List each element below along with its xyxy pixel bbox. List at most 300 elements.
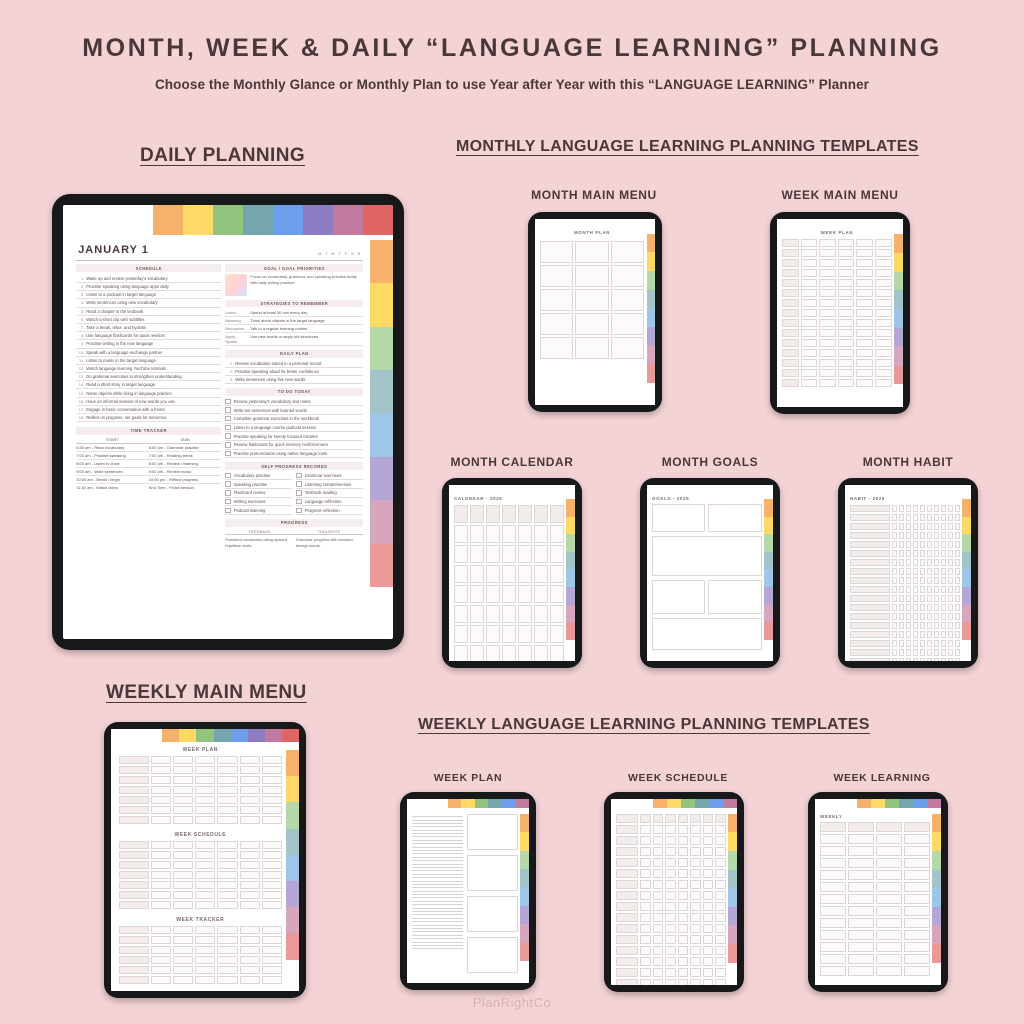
goals-notes-box[interactable] bbox=[652, 536, 762, 576]
grid-cell[interactable] bbox=[782, 279, 799, 287]
grid-cell[interactable] bbox=[913, 622, 918, 629]
grid-cell[interactable] bbox=[876, 870, 902, 880]
grid-cell[interactable] bbox=[892, 505, 897, 512]
grid-cell[interactable] bbox=[665, 968, 676, 977]
grid-cell[interactable] bbox=[550, 545, 564, 563]
table-row[interactable]: 7:00 am - Practise speaking 7:00 pm - Reading break bbox=[76, 452, 221, 460]
list-item[interactable]: Write ten sentences with learned words bbox=[225, 406, 363, 415]
grid-cell[interactable] bbox=[550, 525, 564, 543]
grid-cell[interactable] bbox=[904, 882, 930, 892]
grid-cell[interactable] bbox=[715, 946, 726, 955]
grid-cell[interactable] bbox=[518, 525, 532, 543]
list-item[interactable]: 2 Practise speaking using language apps daily bbox=[76, 283, 221, 291]
grid-cell[interactable] bbox=[920, 640, 925, 647]
grid-cell[interactable] bbox=[240, 946, 260, 954]
week-plan-box[interactable] bbox=[467, 896, 518, 932]
grid-cell[interactable] bbox=[850, 532, 890, 539]
grid-cell[interactable] bbox=[470, 505, 484, 523]
grid-cell[interactable] bbox=[904, 858, 930, 868]
grid-cell[interactable] bbox=[801, 359, 818, 367]
grid-cell[interactable] bbox=[616, 946, 638, 955]
grid-cell[interactable] bbox=[913, 505, 918, 512]
grid-cell[interactable] bbox=[955, 523, 960, 530]
grid-cell[interactable] bbox=[856, 309, 873, 317]
grid-cell[interactable] bbox=[262, 891, 282, 899]
grid-cell[interactable] bbox=[640, 880, 651, 889]
side-tabs[interactable] bbox=[520, 814, 529, 961]
month-main-menu-screen[interactable] bbox=[535, 219, 655, 405]
grid-cell[interactable] bbox=[819, 369, 836, 377]
grid-cell[interactable] bbox=[195, 786, 215, 794]
grid-cell[interactable] bbox=[782, 269, 799, 277]
grid-cell[interactable] bbox=[875, 319, 892, 327]
list-item[interactable]: Apply Syntax Use new words or apply old structures bbox=[225, 333, 363, 346]
grid-cell[interactable] bbox=[927, 550, 932, 557]
grid-cell[interactable] bbox=[920, 577, 925, 584]
grid-cell[interactable] bbox=[665, 825, 676, 834]
grid-cell[interactable] bbox=[927, 658, 932, 661]
grid-cell[interactable] bbox=[875, 369, 892, 377]
grid-cell[interactable] bbox=[904, 942, 930, 952]
grid-cell[interactable] bbox=[703, 825, 714, 834]
list-item[interactable]: 8 Use language flashcards for quick revision bbox=[76, 332, 221, 340]
side-tabs[interactable] bbox=[647, 234, 655, 383]
grid-cell[interactable] bbox=[850, 523, 890, 530]
grid-cell[interactable] bbox=[518, 545, 532, 563]
grid-cell[interactable] bbox=[502, 605, 516, 623]
grid-cell[interactable] bbox=[801, 289, 818, 297]
tablet-month-main-menu[interactable] bbox=[528, 212, 662, 412]
grid-cell[interactable] bbox=[195, 861, 215, 869]
grid-cell[interactable] bbox=[640, 968, 651, 977]
grid-cell[interactable] bbox=[502, 585, 516, 603]
grid-cell[interactable] bbox=[703, 924, 714, 933]
grid-cell[interactable] bbox=[454, 545, 468, 563]
grid-cell[interactable] bbox=[518, 625, 532, 643]
top-menu-bar[interactable] bbox=[611, 799, 737, 808]
week-main-menu-screen[interactable] bbox=[777, 219, 903, 407]
grid-cell[interactable] bbox=[715, 825, 726, 834]
checkbox[interactable] bbox=[225, 425, 231, 431]
month-habit-screen[interactable] bbox=[845, 485, 971, 661]
grid-cell[interactable] bbox=[262, 841, 282, 849]
grid-cell[interactable] bbox=[856, 269, 873, 277]
list-item[interactable]: Review flashcards for quick memory reinforcement bbox=[225, 441, 363, 450]
week-plan-right[interactable] bbox=[467, 814, 518, 976]
list-item[interactable]: 16 Have an informal session of new words you use bbox=[76, 398, 221, 406]
month-goals-screen[interactable] bbox=[647, 485, 773, 661]
grid-cell[interactable] bbox=[934, 595, 939, 602]
grid-cell[interactable] bbox=[920, 604, 925, 611]
grid-cell[interactable] bbox=[920, 505, 925, 512]
grid-cell[interactable] bbox=[934, 658, 939, 661]
grid-cell[interactable] bbox=[899, 595, 904, 602]
side-tabs[interactable] bbox=[894, 234, 903, 384]
grid-cell[interactable] bbox=[653, 847, 664, 856]
list-item[interactable]: Grammar exercises bbox=[296, 472, 363, 481]
grid-cell[interactable] bbox=[819, 249, 836, 257]
grid-cell[interactable] bbox=[703, 847, 714, 856]
checkbox[interactable] bbox=[296, 490, 302, 496]
grid-cell[interactable] bbox=[151, 806, 171, 814]
grid-cell[interactable] bbox=[665, 913, 676, 922]
grid-cell[interactable] bbox=[703, 902, 714, 911]
grid-cell[interactable] bbox=[848, 882, 874, 892]
grid-cell[interactable] bbox=[892, 658, 897, 661]
grid-cell[interactable] bbox=[240, 796, 260, 804]
grid-cell[interactable] bbox=[856, 289, 873, 297]
grid-cell[interactable] bbox=[927, 631, 932, 638]
grid-cell[interactable] bbox=[690, 957, 701, 966]
grid-cell[interactable] bbox=[518, 585, 532, 603]
grid-cell[interactable] bbox=[703, 814, 714, 823]
list-item[interactable]: 3 Write sentences using five new words bbox=[225, 376, 363, 384]
grid-cell[interactable] bbox=[913, 613, 918, 620]
grid-cell[interactable] bbox=[217, 871, 237, 879]
grid-cell[interactable] bbox=[690, 979, 701, 985]
side-tabs[interactable] bbox=[764, 499, 773, 640]
grid-cell[interactable] bbox=[941, 604, 946, 611]
grid-cell[interactable] bbox=[575, 337, 608, 359]
grid-cell[interactable] bbox=[173, 786, 193, 794]
grid-cell[interactable] bbox=[262, 881, 282, 889]
week-learning-screen[interactable] bbox=[815, 799, 941, 985]
grid-cell[interactable] bbox=[948, 604, 953, 611]
list-item[interactable]: Meaning Think about objects in the target language bbox=[225, 317, 363, 325]
grid-cell[interactable] bbox=[534, 525, 548, 543]
checkbox[interactable] bbox=[225, 433, 231, 439]
grid-cell[interactable] bbox=[927, 505, 932, 512]
grid-cell[interactable] bbox=[819, 299, 836, 307]
grid-cell[interactable] bbox=[119, 861, 149, 869]
grid-cell[interactable] bbox=[801, 279, 818, 287]
grid-cell[interactable] bbox=[819, 339, 836, 347]
grid-cell[interactable] bbox=[575, 265, 608, 287]
grid-cell[interactable] bbox=[173, 796, 193, 804]
grid-cell[interactable] bbox=[454, 605, 468, 623]
grid-cell[interactable] bbox=[653, 946, 664, 955]
grid-cell[interactable] bbox=[195, 901, 215, 909]
grid-cell[interactable] bbox=[678, 957, 689, 966]
grid-cell[interactable] bbox=[904, 906, 930, 916]
list-item[interactable]: 9 Practise writing in the new language bbox=[76, 340, 221, 348]
grid-cell[interactable] bbox=[540, 241, 573, 263]
grid-cell[interactable] bbox=[240, 881, 260, 889]
grid-cell[interactable] bbox=[875, 259, 892, 267]
list-item[interactable]: 15 Name objects while living in language practice bbox=[76, 389, 221, 397]
grid-cell[interactable] bbox=[920, 631, 925, 638]
grid-cell[interactable] bbox=[262, 926, 282, 934]
grid-cell[interactable] bbox=[665, 847, 676, 856]
grid-cell[interactable] bbox=[955, 595, 960, 602]
grid-cell[interactable] bbox=[875, 359, 892, 367]
grid-cell[interactable] bbox=[195, 766, 215, 774]
grid-cell[interactable] bbox=[715, 902, 726, 911]
list-item[interactable]: Listen to a language course podcast session bbox=[225, 424, 363, 433]
grid-cell[interactable] bbox=[820, 882, 846, 892]
grid-cell[interactable] bbox=[801, 339, 818, 347]
grid-cell[interactable] bbox=[690, 913, 701, 922]
grid-cell[interactable] bbox=[119, 891, 149, 899]
grid-cell[interactable] bbox=[217, 786, 237, 794]
grid-cell[interactable] bbox=[486, 505, 500, 523]
grid-cell[interactable] bbox=[892, 541, 897, 548]
daily-weekday-strip[interactable]: M T W T F S S bbox=[318, 251, 361, 257]
grid-cell[interactable] bbox=[611, 241, 644, 263]
grid-cell[interactable] bbox=[934, 604, 939, 611]
grid-cell[interactable] bbox=[904, 870, 930, 880]
week-plan-screen[interactable] bbox=[407, 799, 529, 983]
grid-cell[interactable] bbox=[502, 505, 516, 523]
grid-cell[interactable] bbox=[856, 239, 873, 247]
grid-cell[interactable] bbox=[801, 249, 818, 257]
grid-cell[interactable] bbox=[934, 649, 939, 656]
checkbox[interactable] bbox=[296, 499, 302, 505]
grid-cell[interactable] bbox=[262, 756, 282, 764]
side-tabs[interactable] bbox=[566, 499, 575, 640]
grid-cell[interactable] bbox=[838, 279, 855, 287]
grid-cell[interactable] bbox=[876, 954, 902, 964]
grid-cell[interactable] bbox=[848, 966, 874, 976]
grid-cell[interactable] bbox=[151, 881, 171, 889]
grid-cell[interactable] bbox=[955, 622, 960, 629]
grid-cell[interactable] bbox=[934, 586, 939, 593]
grid-cell[interactable] bbox=[906, 631, 911, 638]
grid-cell[interactable] bbox=[616, 836, 638, 845]
grid-cell[interactable] bbox=[640, 836, 651, 845]
grid-cell[interactable] bbox=[955, 658, 960, 661]
goals-box[interactable] bbox=[708, 580, 761, 614]
grid-cell[interactable] bbox=[941, 541, 946, 548]
grid-cell[interactable] bbox=[217, 816, 237, 824]
list-item[interactable]: Textbook reading bbox=[296, 489, 363, 498]
grid-cell[interactable] bbox=[119, 936, 149, 944]
grid-cell[interactable] bbox=[850, 622, 890, 629]
grid-cell[interactable] bbox=[640, 935, 651, 944]
grid-cell[interactable] bbox=[838, 349, 855, 357]
grid-cell[interactable] bbox=[856, 279, 873, 287]
grid-cell[interactable] bbox=[195, 806, 215, 814]
grid-cell[interactable] bbox=[927, 523, 932, 530]
grid-cell[interactable] bbox=[715, 913, 726, 922]
side-tabs[interactable] bbox=[728, 814, 737, 963]
grid-cell[interactable] bbox=[119, 816, 149, 824]
grid-cell[interactable] bbox=[876, 930, 902, 940]
grid-cell[interactable] bbox=[899, 640, 904, 647]
grid-cell[interactable] bbox=[848, 822, 874, 832]
grid-cell[interactable] bbox=[665, 902, 676, 911]
month-menu-grid[interactable] bbox=[540, 241, 644, 359]
grid-cell[interactable] bbox=[904, 834, 930, 844]
grid-cell[interactable] bbox=[665, 924, 676, 933]
grid-cell[interactable] bbox=[875, 279, 892, 287]
grid-cell[interactable] bbox=[934, 640, 939, 647]
grid-cell[interactable] bbox=[486, 645, 500, 661]
grid-cell[interactable] bbox=[550, 605, 564, 623]
grid-cell[interactable] bbox=[616, 869, 638, 878]
list-item[interactable]: Writing exercises bbox=[225, 498, 292, 507]
grid-cell[interactable] bbox=[715, 880, 726, 889]
grid-cell[interactable] bbox=[240, 926, 260, 934]
checkbox[interactable] bbox=[225, 442, 231, 448]
grid-cell[interactable] bbox=[875, 249, 892, 257]
grid-cell[interactable] bbox=[173, 776, 193, 784]
grid-cell[interactable] bbox=[850, 550, 890, 557]
grid-cell[interactable] bbox=[486, 545, 500, 563]
grid-cell[interactable] bbox=[678, 935, 689, 944]
grid-cell[interactable] bbox=[173, 841, 193, 849]
grid-cell[interactable] bbox=[195, 756, 215, 764]
list-item[interactable]: 11 Listen to music in the target language bbox=[76, 357, 221, 365]
grid-cell[interactable] bbox=[690, 814, 701, 823]
grid-cell[interactable] bbox=[540, 265, 573, 287]
grid-cell[interactable] bbox=[678, 836, 689, 845]
schedule-grid[interactable] bbox=[616, 814, 726, 985]
grid-cell[interactable] bbox=[151, 766, 171, 774]
grid-cell[interactable] bbox=[240, 756, 260, 764]
grid-cell[interactable] bbox=[640, 957, 651, 966]
side-tabs[interactable] bbox=[962, 499, 971, 640]
grid-cell[interactable] bbox=[217, 796, 237, 804]
grid-cell[interactable] bbox=[616, 814, 638, 823]
grid-cell[interactable] bbox=[856, 359, 873, 367]
grid-cell[interactable] bbox=[678, 946, 689, 955]
grid-cell[interactable] bbox=[173, 901, 193, 909]
grid-cell[interactable] bbox=[173, 926, 193, 934]
table-row[interactable]: 10:00 am - Break / begin 10:00 pm - Reflect progress bbox=[76, 476, 221, 484]
grid-cell[interactable] bbox=[948, 577, 953, 584]
grid-cell[interactable] bbox=[856, 319, 873, 327]
grid-cell[interactable] bbox=[850, 613, 890, 620]
grid-cell[interactable] bbox=[119, 976, 149, 984]
list-item[interactable]: 1 Wake up and review yesterday's vocabulary bbox=[76, 275, 221, 283]
grid-cell[interactable] bbox=[217, 926, 237, 934]
grid-cell[interactable] bbox=[820, 918, 846, 928]
grid-cell[interactable] bbox=[892, 631, 897, 638]
grid-cell[interactable] bbox=[906, 532, 911, 539]
grid-cell[interactable] bbox=[904, 966, 930, 976]
grid-cell[interactable] bbox=[195, 946, 215, 954]
grid-cell[interactable] bbox=[941, 631, 946, 638]
grid-cell[interactable] bbox=[678, 880, 689, 889]
grid-cell[interactable] bbox=[262, 936, 282, 944]
grid-cell[interactable] bbox=[819, 279, 836, 287]
grid-cell[interactable] bbox=[920, 559, 925, 566]
grid-cell[interactable] bbox=[173, 891, 193, 899]
grid-cell[interactable] bbox=[653, 935, 664, 944]
grid-cell[interactable] bbox=[955, 649, 960, 656]
grid-cell[interactable] bbox=[534, 585, 548, 603]
grid-cell[interactable] bbox=[678, 979, 689, 985]
grid-cell[interactable] bbox=[195, 816, 215, 824]
grid-cell[interactable] bbox=[838, 309, 855, 317]
grid-cell[interactable] bbox=[151, 926, 171, 934]
grid-cell[interactable] bbox=[850, 595, 890, 602]
grid-cell[interactable] bbox=[876, 906, 902, 916]
goals-reflection-box[interactable] bbox=[652, 618, 762, 650]
grid-cell[interactable] bbox=[715, 891, 726, 900]
grid-cell[interactable] bbox=[518, 565, 532, 583]
grid-cell[interactable] bbox=[906, 559, 911, 566]
grid-cell[interactable] bbox=[715, 836, 726, 845]
grid-cell[interactable] bbox=[616, 847, 638, 856]
grid-cell[interactable] bbox=[920, 586, 925, 593]
grid-cell[interactable] bbox=[703, 858, 714, 867]
grid-cell[interactable] bbox=[173, 976, 193, 984]
grid-cell[interactable] bbox=[715, 858, 726, 867]
list-item[interactable]: Language reflection bbox=[296, 498, 363, 507]
grid-cell[interactable] bbox=[927, 541, 932, 548]
grid-cell[interactable] bbox=[262, 976, 282, 984]
grid-cell[interactable] bbox=[913, 559, 918, 566]
grid-cell[interactable] bbox=[262, 816, 282, 824]
grid-cell[interactable] bbox=[927, 559, 932, 566]
grid-cell[interactable] bbox=[534, 625, 548, 643]
grid-cell[interactable] bbox=[119, 901, 149, 909]
grid-cell[interactable] bbox=[518, 505, 532, 523]
grid-cell[interactable] bbox=[913, 631, 918, 638]
grid-cell[interactable] bbox=[913, 604, 918, 611]
grid-cell[interactable] bbox=[819, 239, 836, 247]
grid-cell[interactable] bbox=[550, 565, 564, 583]
grid-cell[interactable] bbox=[906, 658, 911, 661]
tablet-weekly-main-menu[interactable] bbox=[104, 722, 306, 998]
grid-cell[interactable] bbox=[934, 613, 939, 620]
grid-cell[interactable] bbox=[151, 936, 171, 944]
daily-planning-screen[interactable] bbox=[63, 205, 393, 639]
feedback-body[interactable]: Practised vocabulary using spaced repetition tools. Grammar progress with focused foreign words. bbox=[225, 536, 353, 548]
grid-cell[interactable] bbox=[486, 625, 500, 643]
grid-cell[interactable] bbox=[703, 946, 714, 955]
grid-cell[interactable] bbox=[240, 776, 260, 784]
grid-cell[interactable] bbox=[678, 913, 689, 922]
grid-cell[interactable] bbox=[262, 901, 282, 909]
grid-cell[interactable] bbox=[782, 359, 799, 367]
grid-cell[interactable] bbox=[838, 239, 855, 247]
grid-cell[interactable] bbox=[955, 640, 960, 647]
grid-cell[interactable] bbox=[217, 861, 237, 869]
grid-cell[interactable] bbox=[640, 825, 651, 834]
grid-cell[interactable] bbox=[690, 825, 701, 834]
grid-cell[interactable] bbox=[848, 834, 874, 844]
grid-cell[interactable] bbox=[690, 924, 701, 933]
grid-cell[interactable] bbox=[906, 640, 911, 647]
grid-cell[interactable] bbox=[920, 523, 925, 530]
grid-cell[interactable] bbox=[703, 880, 714, 889]
grid-cell[interactable] bbox=[899, 604, 904, 611]
grid-cell[interactable] bbox=[941, 550, 946, 557]
grid-cell[interactable] bbox=[690, 847, 701, 856]
grid-cell[interactable] bbox=[217, 891, 237, 899]
grid-cell[interactable] bbox=[502, 565, 516, 583]
grid-cell[interactable] bbox=[876, 894, 902, 904]
grid-cell[interactable] bbox=[850, 631, 890, 638]
grid-cell[interactable] bbox=[927, 649, 932, 656]
checkbox[interactable] bbox=[225, 490, 231, 496]
grid-cell[interactable] bbox=[948, 595, 953, 602]
tablet-week-main-menu[interactable] bbox=[770, 212, 910, 414]
grid-cell[interactable] bbox=[948, 631, 953, 638]
grid-cell[interactable] bbox=[941, 622, 946, 629]
grid-cell[interactable] bbox=[173, 861, 193, 869]
grid-cell[interactable] bbox=[611, 265, 644, 287]
grid-cell[interactable] bbox=[899, 586, 904, 593]
grid-cell[interactable] bbox=[616, 957, 638, 966]
grid-cell[interactable] bbox=[876, 822, 902, 832]
grid-cell[interactable] bbox=[470, 585, 484, 603]
grid-cell[interactable] bbox=[801, 329, 818, 337]
grid-cell[interactable] bbox=[941, 559, 946, 566]
